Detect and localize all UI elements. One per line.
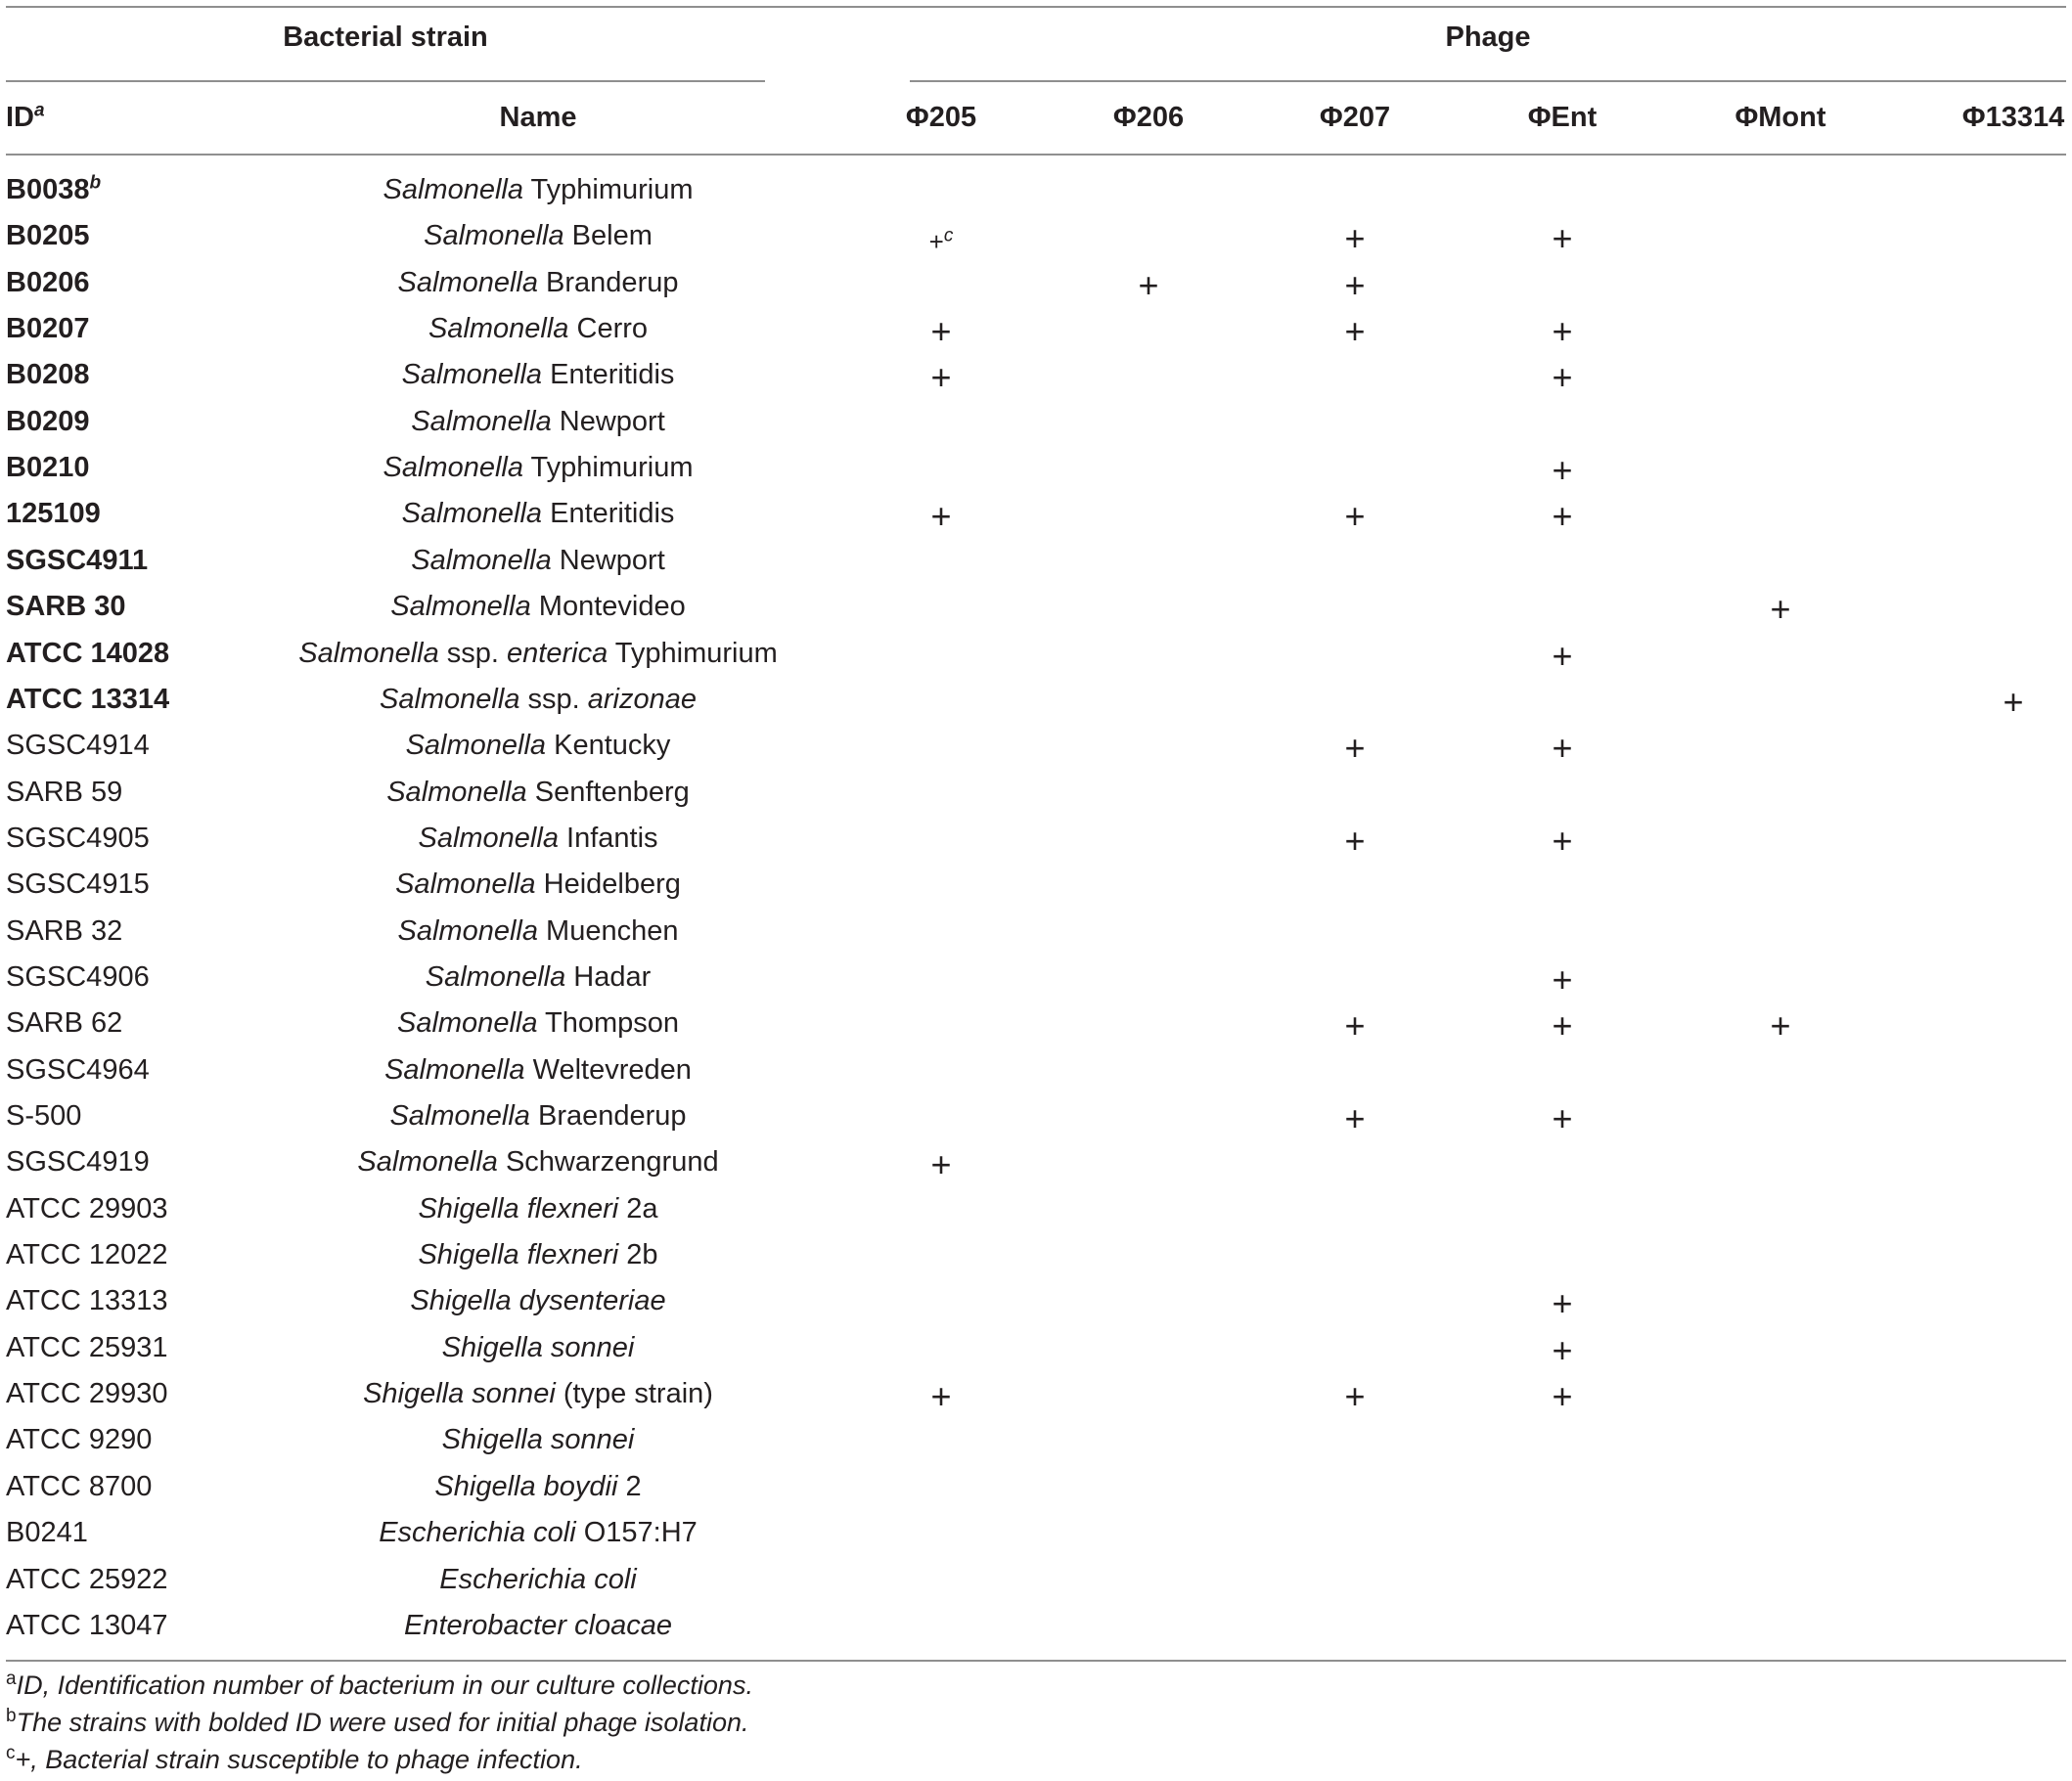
table-row bbox=[0, 1047, 2072, 1093]
group-header-strain: Bacterial strain bbox=[283, 22, 488, 53]
strain-id bbox=[6, 955, 150, 1001]
bottom-rule bbox=[6, 1660, 2066, 1662]
strain-serovar: O157:H7 bbox=[575, 1517, 698, 1549]
strain-id-text: SGSC4911 bbox=[6, 544, 149, 576]
strain-id bbox=[6, 1603, 168, 1649]
strain-id-text: ATCC 29903 bbox=[6, 1192, 168, 1224]
strain-serovar: Heidelberg bbox=[535, 868, 681, 901]
strain-id-text: S-500 bbox=[6, 1100, 82, 1132]
footnote bbox=[6, 1745, 583, 1775]
strain-subspecies-label: ssp. bbox=[519, 683, 588, 715]
table-row bbox=[0, 770, 2072, 816]
strain-genus: Salmonella bbox=[397, 914, 538, 947]
table-row bbox=[0, 399, 2072, 445]
table-row bbox=[0, 1001, 2072, 1046]
strain-genus: Salmonella bbox=[390, 591, 531, 623]
strain-genus: Salmonella bbox=[357, 1146, 498, 1179]
strain-genus: Salmonella bbox=[411, 544, 552, 576]
strain-serovar: Enteritidis bbox=[542, 498, 675, 530]
strain-id-text: SGSC4906 bbox=[6, 960, 150, 993]
strain-id bbox=[6, 770, 122, 816]
strain-id bbox=[6, 352, 89, 398]
strain-serovar: Weltevreden bbox=[524, 1053, 692, 1086]
susceptibility-mark: + bbox=[930, 357, 952, 398]
table-row bbox=[0, 1232, 2072, 1278]
susceptibility-mark: + bbox=[1344, 264, 1366, 305]
strain-genus: Escherichia coli bbox=[379, 1517, 576, 1549]
strain-id-text: ATCC 8700 bbox=[6, 1470, 153, 1502]
strain-serovar: Newport bbox=[551, 544, 665, 576]
strain-id bbox=[6, 1047, 150, 1093]
susceptibility-mark: + bbox=[1770, 589, 1791, 630]
susceptibility-mark: + bbox=[1552, 1329, 1573, 1370]
susceptibility-mark: + bbox=[1770, 1005, 1791, 1046]
strain-genus: Salmonella bbox=[428, 313, 569, 345]
strain-id-text: B0038 bbox=[6, 174, 90, 205]
table-row bbox=[0, 352, 2072, 398]
strain-id bbox=[6, 445, 89, 491]
strain-genus: Salmonella bbox=[395, 868, 536, 901]
table-row bbox=[0, 1510, 2072, 1556]
strain-id bbox=[6, 1417, 152, 1463]
strain-id-text: B0206 bbox=[6, 266, 90, 298]
strain-id bbox=[6, 538, 148, 584]
top-rule bbox=[6, 6, 2066, 8]
header-rule bbox=[6, 154, 2066, 156]
strain-id bbox=[6, 1278, 168, 1324]
table-row bbox=[0, 1186, 2072, 1232]
susceptibility-mark: + bbox=[1344, 311, 1366, 352]
strain-id bbox=[6, 1232, 168, 1278]
strain-id bbox=[6, 399, 89, 445]
strain-genus: Shigella flexneri bbox=[418, 1192, 619, 1224]
strain-id-text: SARB 30 bbox=[6, 591, 126, 623]
strain-id bbox=[6, 816, 150, 862]
strain-id-text: ATCC 14028 bbox=[6, 637, 170, 669]
phage-group-rule bbox=[910, 80, 2066, 82]
strain-id bbox=[6, 909, 122, 955]
strain-id bbox=[6, 306, 89, 352]
strain-id-text: ATCC 9290 bbox=[6, 1424, 153, 1456]
table-row bbox=[0, 1278, 2072, 1324]
strain-id-text: SGSC4915 bbox=[6, 868, 150, 901]
strain-serovar: Infantis bbox=[558, 822, 658, 854]
strain-id-text: B0210 bbox=[6, 452, 90, 484]
table-row bbox=[0, 1371, 2072, 1417]
strain-serovar: Typhimurium bbox=[522, 174, 694, 205]
strain-id-text: SGSC4914 bbox=[6, 730, 150, 762]
strain-id bbox=[6, 677, 169, 723]
strain-id-text: SGSC4905 bbox=[6, 822, 150, 854]
strain-serovar: Newport bbox=[551, 405, 665, 437]
col-header-id bbox=[6, 102, 45, 134]
strain-genus: Shigella boydii bbox=[434, 1470, 618, 1502]
footnote-text: +, Bacterial strain susceptible to phage infection. bbox=[15, 1745, 583, 1774]
susceptibility-mark: + bbox=[930, 1144, 952, 1185]
strain-genus: Salmonella bbox=[384, 1053, 525, 1086]
strain-genus: Enterobacter cloacae bbox=[403, 1609, 673, 1641]
strain-genus: Salmonella bbox=[411, 405, 552, 437]
strain-group-rule bbox=[6, 80, 765, 82]
susceptibility-mark: +$^c$ bbox=[928, 225, 954, 257]
strain-id bbox=[6, 1464, 152, 1510]
strain-id bbox=[6, 491, 101, 537]
strain-id-text: ATCC 13313 bbox=[6, 1285, 168, 1317]
strain-serovar: 2a bbox=[618, 1192, 658, 1224]
susceptibility-mark: + bbox=[1552, 728, 1573, 769]
susceptibility-mark: + bbox=[1552, 1376, 1573, 1417]
strain-serovar: Braenderup bbox=[529, 1100, 687, 1132]
strain-id-text: B0207 bbox=[6, 313, 90, 345]
strain-id-text: SGSC4964 bbox=[6, 1053, 150, 1086]
strain-serovar: Montevideo bbox=[530, 591, 686, 623]
strain-id-text: SARB 59 bbox=[6, 776, 123, 808]
strain-subspecies: arizonae bbox=[587, 683, 698, 715]
strain-genus: Shigella flexneri bbox=[418, 1239, 619, 1271]
strain-genus: Salmonella bbox=[379, 683, 520, 715]
susceptibility-mark: + bbox=[1344, 1376, 1366, 1417]
strain-genus: Salmonella bbox=[424, 220, 564, 252]
col-header-id-sup: a bbox=[34, 100, 45, 121]
table-row bbox=[0, 538, 2072, 584]
strain-genus: Salmonella bbox=[397, 266, 538, 298]
strain-id bbox=[6, 862, 150, 908]
susceptibility-mark: + bbox=[930, 311, 952, 352]
strain-genus: Shigella dysenteriae bbox=[410, 1285, 666, 1317]
susceptibility-mark: + bbox=[1552, 635, 1573, 676]
susceptibility-mark: + bbox=[1344, 496, 1366, 537]
susceptibility-mark: + bbox=[1552, 958, 1573, 1000]
strain-genus: Salmonella bbox=[389, 1100, 530, 1132]
strain-id bbox=[6, 1001, 122, 1046]
strain-id-text: B0209 bbox=[6, 405, 90, 437]
susceptibility-mark: + bbox=[930, 496, 952, 537]
table-row bbox=[0, 631, 2072, 677]
strain-serovar: Thompson bbox=[537, 1007, 680, 1040]
strain-serovar: 2b bbox=[618, 1239, 658, 1271]
susceptibility-mark: + bbox=[1552, 1098, 1573, 1138]
strain-genus: Salmonella bbox=[396, 1007, 538, 1040]
susceptibility-mark: + bbox=[1552, 1005, 1573, 1046]
strain-id bbox=[6, 1371, 168, 1417]
table-row bbox=[0, 723, 2072, 769]
table-row bbox=[0, 260, 2072, 306]
strain-genus: Salmonella bbox=[418, 822, 559, 854]
strain-id-text: B0208 bbox=[6, 359, 90, 391]
susceptibility-mark: + bbox=[1344, 1005, 1366, 1046]
strain-serovar: 2 bbox=[617, 1470, 642, 1502]
susceptibility-mark: + bbox=[1552, 357, 1573, 398]
strain-id bbox=[6, 1186, 168, 1232]
table-row bbox=[0, 1603, 2072, 1649]
strain-genus: Shigella sonnei bbox=[441, 1424, 635, 1456]
susceptibility-mark: + bbox=[1552, 450, 1573, 491]
strain-id-text: SARB 32 bbox=[6, 914, 123, 947]
table-row bbox=[0, 1093, 2072, 1139]
susceptibility-mark: + bbox=[1552, 496, 1573, 537]
strain-genus: Salmonella bbox=[405, 730, 547, 762]
table-row bbox=[0, 1557, 2072, 1603]
strain-serovar: Muenchen bbox=[537, 914, 679, 947]
strain-subspecies-label: ssp. bbox=[438, 637, 508, 669]
strain-id-text: ATCC 13047 bbox=[6, 1609, 168, 1641]
footnote bbox=[6, 1708, 749, 1738]
strain-serovar: Typhimurium bbox=[608, 637, 778, 669]
strain-genus: Salmonella bbox=[386, 776, 527, 808]
strain-genus: Shigella sonnei bbox=[441, 1331, 635, 1363]
strain-id bbox=[6, 584, 126, 630]
strain-id bbox=[6, 1093, 81, 1139]
strain-genus: Salmonella bbox=[383, 174, 523, 205]
table-row bbox=[0, 909, 2072, 955]
footnote-text: ID, Identification number of bacterium in our culture collections. bbox=[16, 1670, 753, 1700]
strain-id bbox=[6, 723, 150, 769]
strain-id-footnote-mark: b bbox=[89, 172, 102, 194]
table-row bbox=[0, 1417, 2072, 1463]
table-row bbox=[0, 167, 2072, 213]
strain-serovar: Kentucky bbox=[546, 730, 671, 762]
strain-genus: Shigella sonnei bbox=[363, 1378, 556, 1410]
table-row bbox=[0, 584, 2072, 630]
strain-serovar: Belem bbox=[563, 220, 653, 252]
table-row bbox=[0, 816, 2072, 862]
strain-id bbox=[6, 1325, 168, 1371]
strain-id-text: ATCC 25922 bbox=[6, 1563, 168, 1595]
table-row bbox=[0, 677, 2072, 723]
susceptibility-mark: + bbox=[2003, 681, 2024, 722]
strain-serovar: Enteritidis bbox=[542, 359, 675, 391]
strain-id-text: ATCC 29930 bbox=[6, 1378, 168, 1410]
strain-genus: Salmonella bbox=[401, 498, 543, 530]
strain-id-text: ATCC 12022 bbox=[6, 1239, 168, 1271]
footnote-text: The strains with bolded ID were used for initial phage isolation. bbox=[16, 1708, 749, 1737]
footnote bbox=[6, 1670, 753, 1701]
col-header-phage: Φ206 bbox=[1112, 102, 1185, 133]
table-row bbox=[0, 1139, 2072, 1185]
col-header-phage: ΦEnt bbox=[1527, 102, 1598, 133]
col-header-phage: Φ13314 bbox=[1961, 102, 2065, 133]
strain-serovar: (type strain) bbox=[555, 1378, 713, 1410]
table-row bbox=[0, 1325, 2072, 1371]
table-row bbox=[0, 955, 2072, 1001]
group-header-phage: Phage bbox=[1445, 22, 1531, 53]
col-header-phage: Φ207 bbox=[1319, 102, 1391, 133]
col-header-phage: ΦMont bbox=[1734, 102, 1826, 133]
strain-serovar: Senftenberg bbox=[526, 776, 690, 808]
strain-serovar: Schwarzengrund bbox=[497, 1146, 719, 1179]
strain-serovar: Branderup bbox=[537, 266, 679, 298]
strain-id-text: 125109 bbox=[6, 498, 101, 530]
col-header-name: Name bbox=[499, 102, 577, 133]
strain-serovar: Typhimurium bbox=[522, 452, 694, 484]
strain-id bbox=[6, 213, 89, 259]
strain-genus: Salmonella bbox=[298, 637, 439, 669]
susceptibility-mark: + bbox=[1138, 264, 1159, 305]
strain-genus: Salmonella bbox=[401, 359, 543, 391]
strain-serovar: Cerro bbox=[568, 313, 649, 345]
strain-id-text: ATCC 25931 bbox=[6, 1331, 168, 1363]
strain-id-text: SARB 62 bbox=[6, 1007, 123, 1040]
susceptibility-mark: + bbox=[1552, 311, 1573, 352]
strain-genus: Escherichia coli bbox=[439, 1563, 637, 1595]
susceptibility-mark: + bbox=[930, 1376, 952, 1417]
susceptibility-mark: + bbox=[1344, 1098, 1366, 1138]
table-row bbox=[0, 306, 2072, 352]
strain-genus: Salmonella bbox=[383, 452, 523, 484]
susceptibility-mark: + bbox=[1344, 218, 1366, 259]
col-header-id-text: ID bbox=[6, 102, 34, 133]
footnote-mark: a bbox=[6, 1669, 17, 1689]
table-row bbox=[0, 213, 2072, 259]
footnote-mark: c bbox=[6, 1743, 16, 1763]
susceptibility-mark: + bbox=[1552, 218, 1573, 259]
table-row bbox=[0, 445, 2072, 491]
table-row bbox=[0, 1464, 2072, 1510]
susceptibility-mark: + bbox=[1552, 1283, 1573, 1324]
table-row bbox=[0, 491, 2072, 537]
strain-id bbox=[6, 1139, 150, 1185]
susceptibility-mark: + bbox=[1552, 820, 1573, 861]
footnote-mark: b bbox=[6, 1706, 17, 1726]
strain-id bbox=[6, 167, 101, 213]
strain-id bbox=[6, 631, 169, 677]
strain-subspecies: enterica bbox=[507, 637, 608, 669]
col-header-phage: Φ205 bbox=[905, 102, 977, 133]
strain-id-text: B0205 bbox=[6, 220, 90, 252]
susceptibility-mark: + bbox=[1344, 820, 1366, 861]
strain-id bbox=[6, 1510, 88, 1556]
strain-id-text: SGSC4919 bbox=[6, 1146, 150, 1179]
strain-genus: Salmonella bbox=[425, 960, 566, 993]
strain-id bbox=[6, 260, 89, 306]
strain-id-text: B0241 bbox=[6, 1517, 88, 1549]
strain-id bbox=[6, 1557, 168, 1603]
susceptibility-mark: + bbox=[1344, 728, 1366, 769]
strain-serovar: Hadar bbox=[565, 960, 652, 993]
table-row bbox=[0, 862, 2072, 908]
strain-id-text: ATCC 13314 bbox=[6, 683, 170, 715]
